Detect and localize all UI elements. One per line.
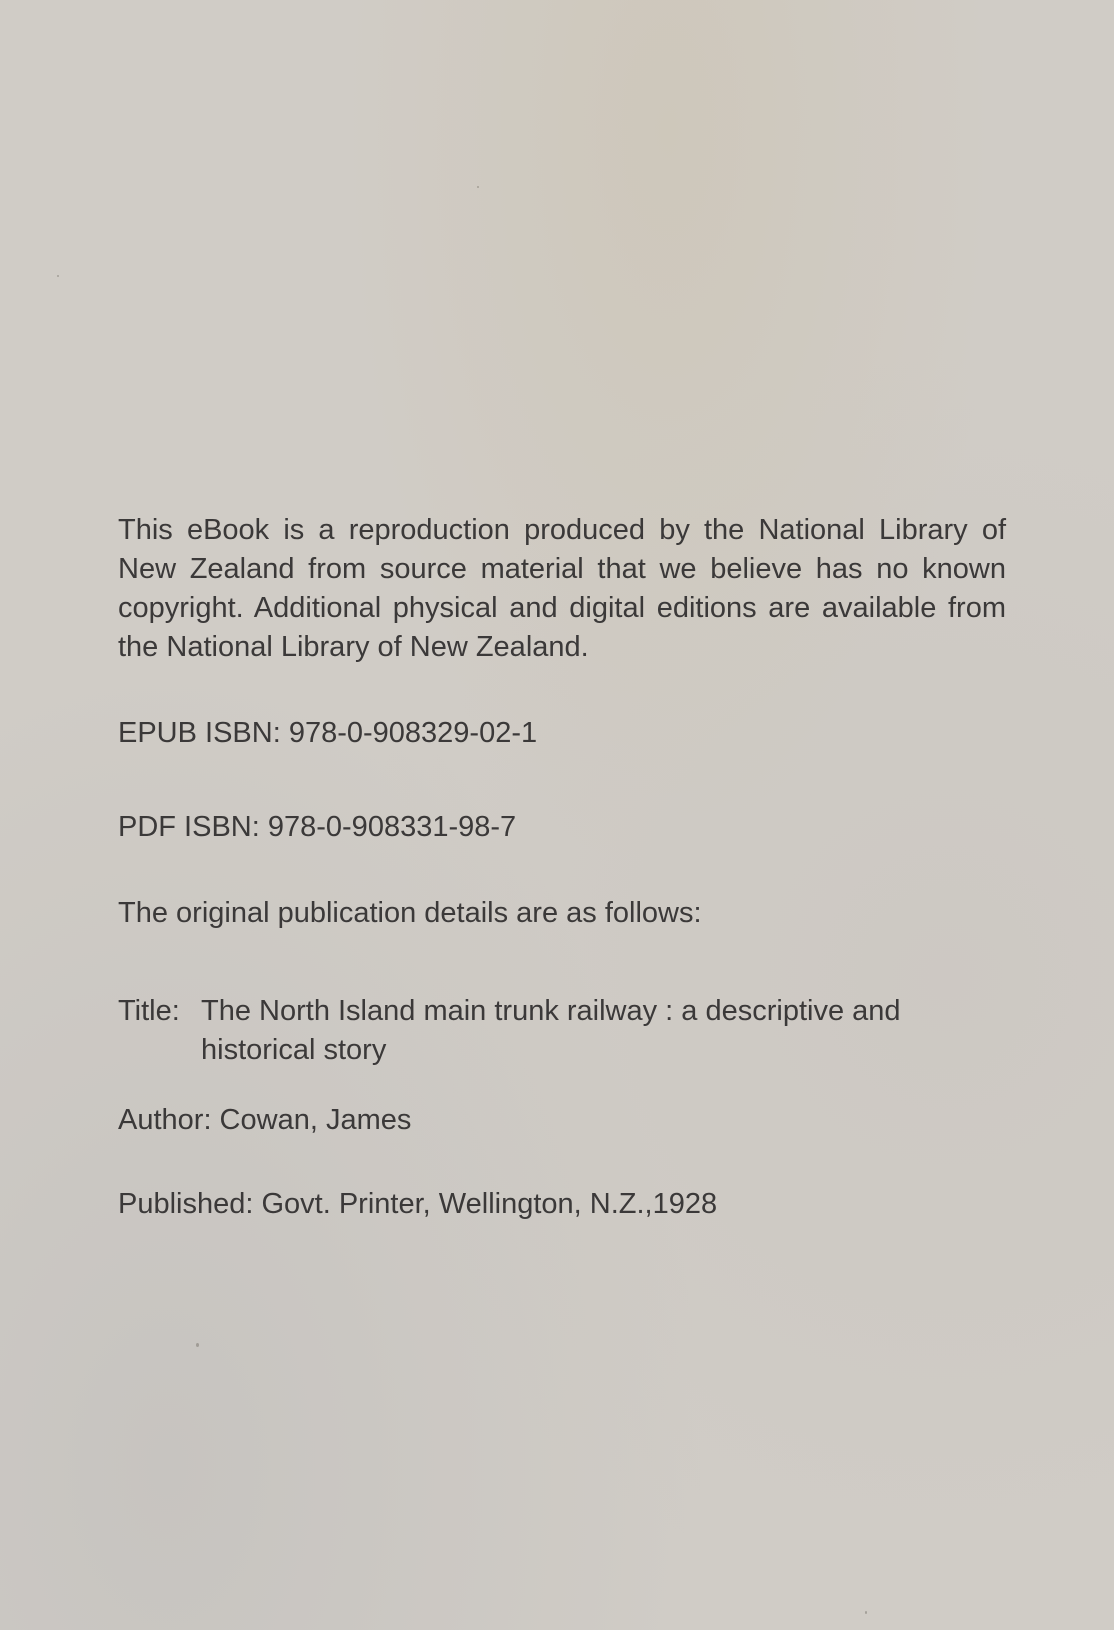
pdf-isbn: PDF ISBN: 978-0-908331-98-7 <box>118 811 517 843</box>
published-line: Published: Govt. Printer, Wellington, N.Z.,1928 <box>118 1188 718 1220</box>
author-line: Author: Cowan, James <box>118 1104 412 1136</box>
epub-isbn: EPUB ISBN: 978-0-908329-02-1 <box>118 717 538 749</box>
title-row <box>118 992 1006 1070</box>
paper-speck <box>477 186 479 188</box>
title-value: The North Island main trunk railway : a descriptive and historical story <box>201 995 901 1066</box>
paper-speck <box>865 1611 867 1614</box>
reproduction-notice: This eBook is a reproduction produced by the National Library of New Zealand from source material that we believe has no known copyright. Additional physical and digital editions are available from the National Library of New Zealand. <box>118 514 1006 663</box>
paper-speck <box>57 275 59 277</box>
title-label: Title: <box>118 995 180 1027</box>
paper-speck <box>196 1343 199 1347</box>
publication-details-heading: The original publication details are as follows: <box>118 897 702 929</box>
